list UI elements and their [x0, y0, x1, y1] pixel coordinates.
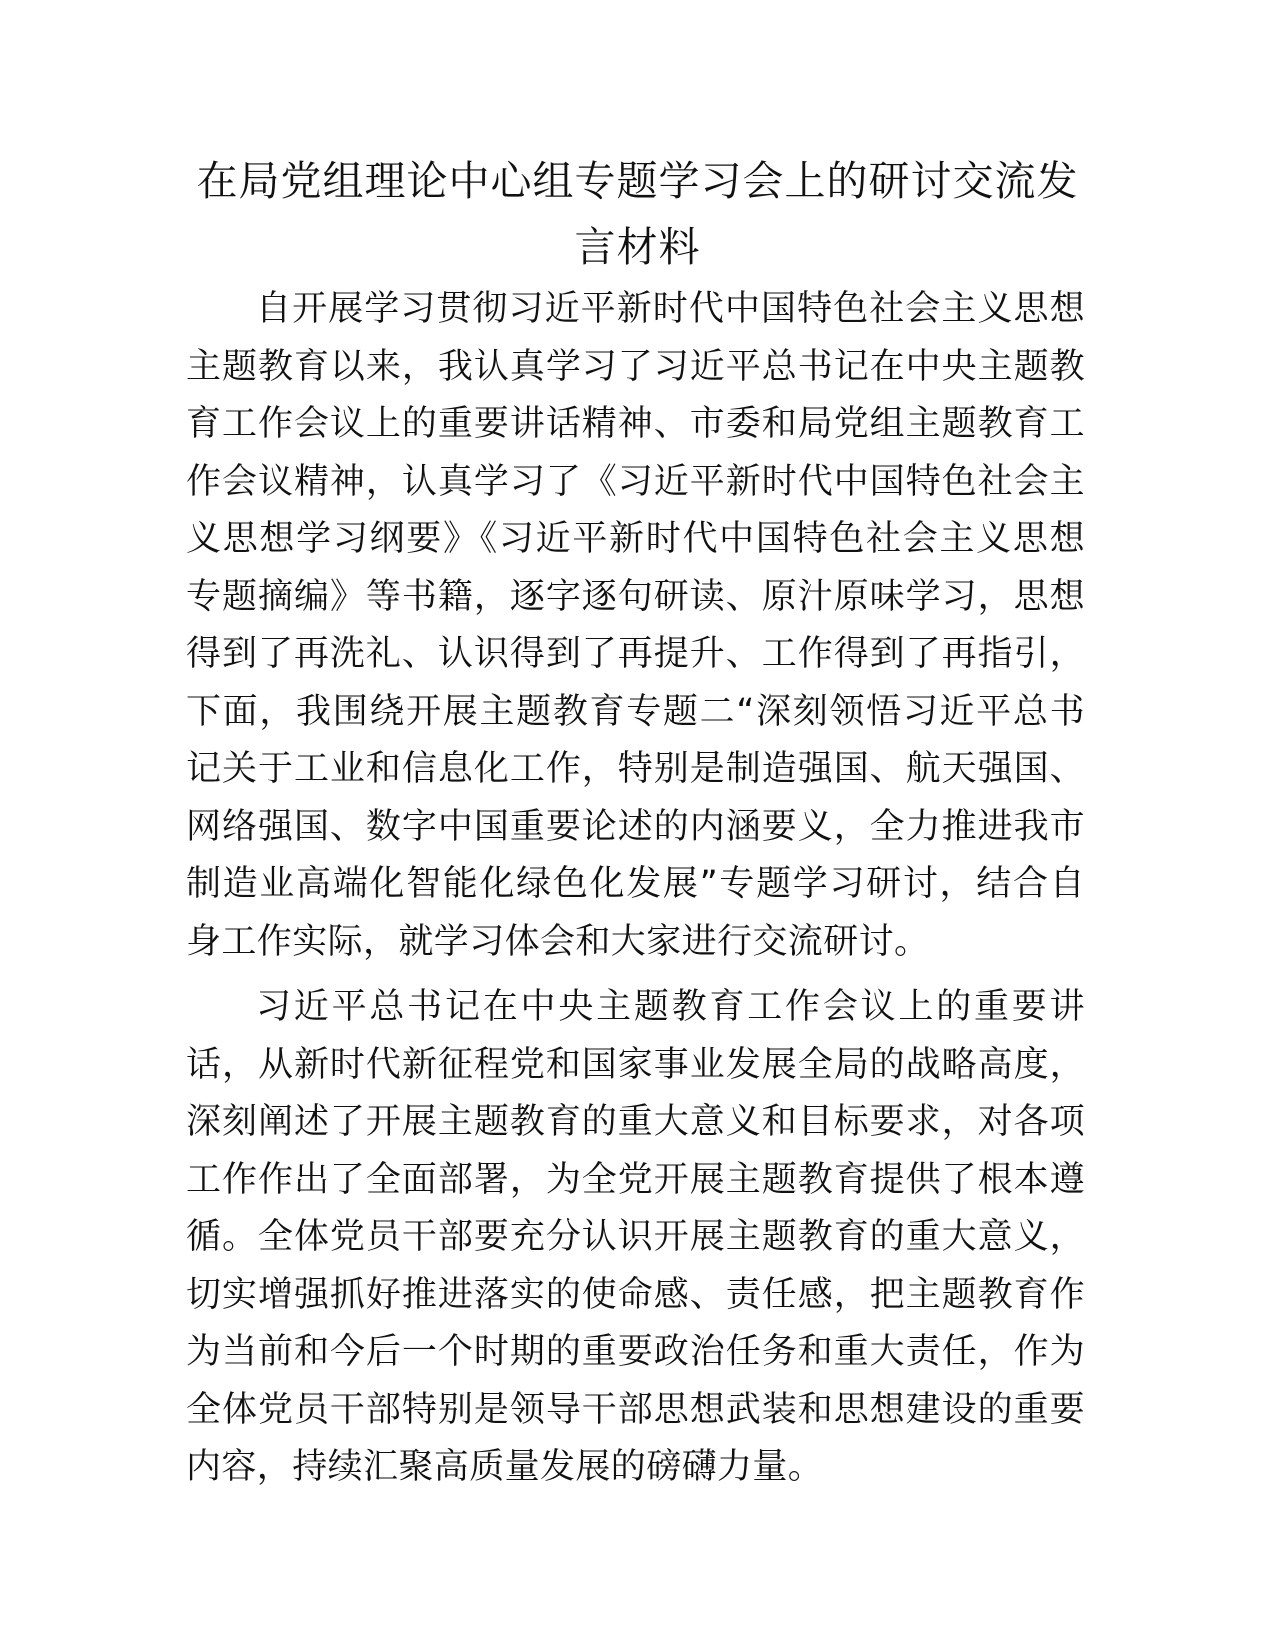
document-title: 在局党组理论中心组专题学习会上的研讨交流发言材料	[196, 157, 1079, 271]
paragraph-intro: 自开展学习贯彻习近平新时代中国特色社会主义思想主题教育以来，我认真学习了习近平总书记在中央主题教育工作会议上的重要讲话精神、市委和局党组主题教育工作会议精神，认真学习了《习近平新时代中国特色社会主义思想学习纲要》《习近平新时代中国特色社会主义思想专题摘编》等书籍，逐字逐句研读、原汁原味学习，思想得到了再洗礼、认识得到了再提升、工作得到了再指引，下面，我围绕开展主题教育专题二“深刻领悟习近平总书记关于工业和信息化工作，特别是制造强国、航天强国、网络强国、数字中国重要论述的内涵要义，全力推进我市制造业高端化智能化绿色化发展”专题学习研讨，结合自身工作实际，就学习体会和大家进行交流研讨。	[186, 289, 1085, 962]
document-body	[186, 281, 1085, 1505]
paragraph-speech-significance: 习近平总书记在中央主题教育工作会议上的重要讲话，从新时代新征程党和国家事业发展全局的战略高度，深刻阐述了开展主题教育的重大意义和目标要求，对各项工作作出了全面部署，为全党开展主题教育提供了根本遵循。全体党员干部要充分认识开展主题教育的重大意义，切实增强抓好推进落实的使命感、责任感，把主题教育作为当前和今后一个时期的重要政治任务和重大责任，作为全体党员干部特别是领导干部思想武装和思想建设的重要内容，持续汇聚高质量发展的磅礴力量。	[186, 987, 1085, 1487]
